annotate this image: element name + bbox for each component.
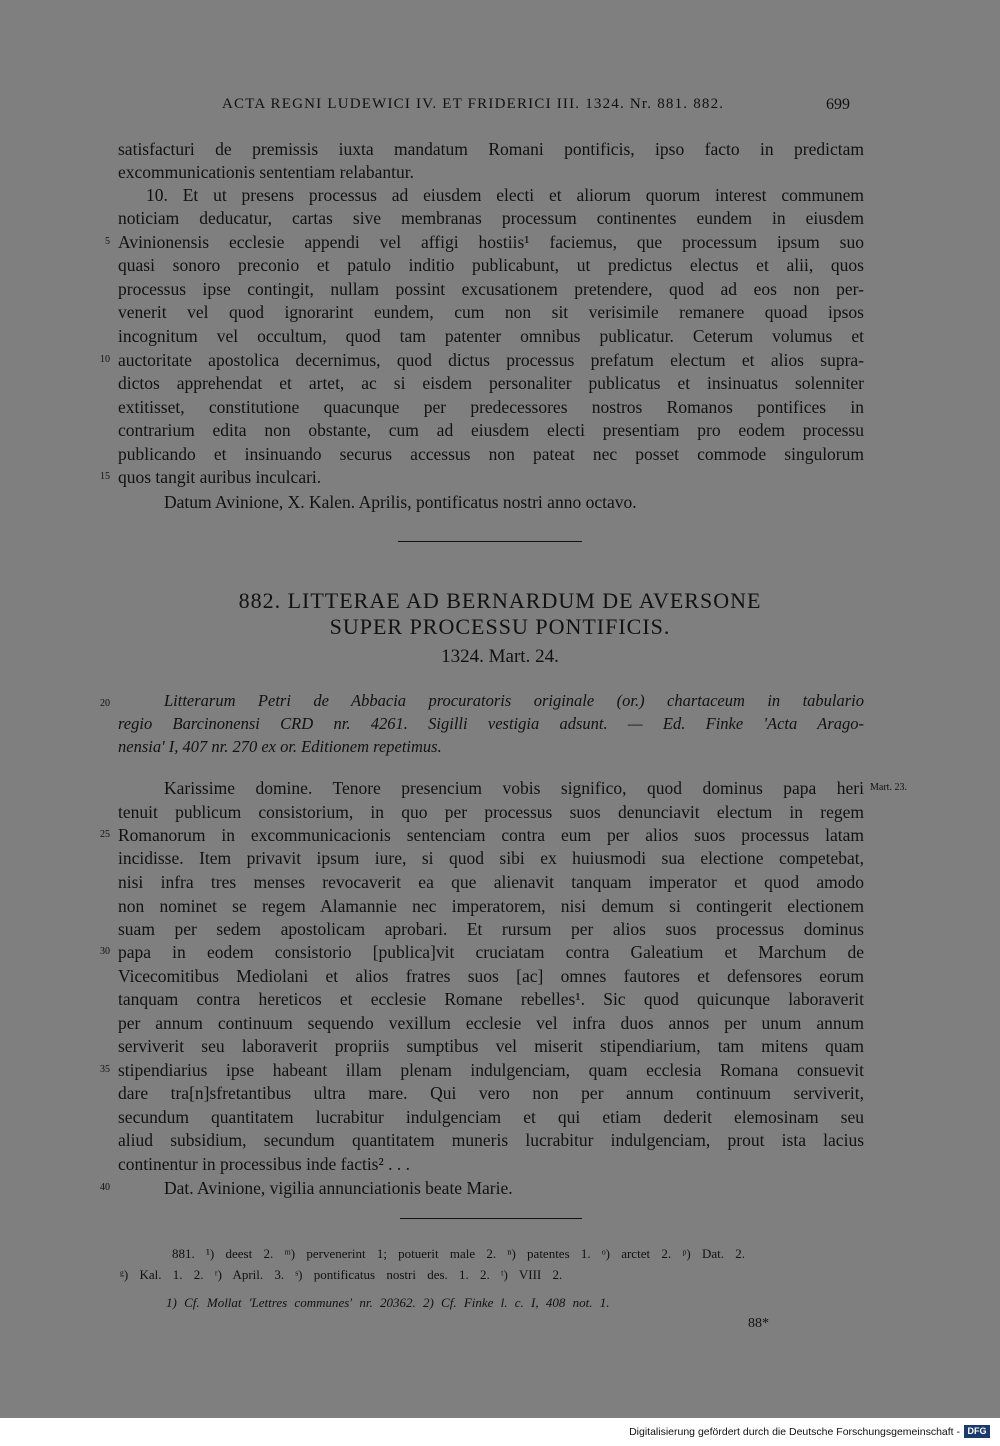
- text-line: tenuit publicum consistorium, in quo per processus suos denunciavit electum in regem: [118, 802, 864, 822]
- text-line: Avinionensis ecclesie appendi vel affigi hostiis¹ faciemus, que processum ipsum suo: [118, 232, 864, 252]
- text-line: auctoritate apostolica decernimus, quod dictus processus prefatum electum et alios supra-: [118, 350, 864, 370]
- datum-line: Datum Avinione, X. Kalen. Aprilis, pontificatus nostri anno octavo.: [164, 492, 637, 512]
- text-line: continentur in processibus inde factis² . . .: [118, 1154, 410, 1174]
- text-line: incidisse. Item privavit ipsum iure, si quod sibi ex huiusmodi sua electione competebat,: [118, 848, 864, 868]
- text-line: serviverit seu laboraverit propriis sumptibus vel miserit stipendiarium, tam mitens quam: [118, 1036, 864, 1056]
- text-line: quos tangit auribus inculcari.: [118, 467, 322, 487]
- section-heading-line1: 882. LITTERAE AD BERNARDUM DE AVERSONE: [238, 588, 762, 613]
- text-line: non nominet se regem Alamannie nec imperatorem, nisi demum si contingerit electionem: [118, 896, 864, 916]
- margin-date-note: Mart. 23.: [870, 782, 907, 793]
- text-line: quasi sonoro preconio et patulo inditio publicabunt, ut predictus electus et alii, quos: [118, 255, 864, 275]
- line-number: 5: [105, 236, 110, 247]
- text-line: Vicecomitibus Mediolani et alios fratres suos [ac] omnes fautores et defensores eorum: [118, 966, 864, 986]
- line-number: 20: [100, 698, 110, 709]
- text-line: extitisset, constitutione quacunque per predecessores nostros Romanos pontifices in: [118, 397, 864, 417]
- line-number: 15: [100, 471, 110, 482]
- text-line: Karissime domine. Tenore presencium vobis significo, quod dominus papa heri: [164, 778, 864, 798]
- dat-line: Dat. Avinione, vigilia annunciationis beate Marie.: [164, 1178, 513, 1198]
- footnote-line: 881. ¹) deest 2. ᵐ) pervenerint 1; potuerit male 2. ⁿ) patentes 1. ᵒ) arctet 2. ᵖ) Dat. 2.: [172, 1246, 745, 1261]
- signature-mark: 88*: [748, 1316, 769, 1331]
- text-line: secundum quantitatem lucrabitur indulgenciam et qui etiam dederit elemosinam seu: [118, 1107, 864, 1127]
- line-number: 10: [100, 354, 110, 365]
- line-number: 30: [100, 946, 110, 957]
- page-number: 699: [826, 96, 850, 113]
- source-line: regio Barcinonensi CRD nr. 4261. Sigilli vestigia adsunt. — Ed. Finke 'Acta Arago-: [118, 714, 864, 733]
- section-date: 1324. Mart. 24.: [441, 646, 559, 667]
- section-divider: [398, 541, 582, 542]
- text-line: per annum continuum sequendo vexillum ecclesie vel infra duos annos per unum annum: [118, 1013, 864, 1033]
- text-line: incognitum vel occultum, quod tam patenter omnibus publicatur. Ceterum volumus et: [118, 326, 864, 346]
- text-line: dare tra[n]sfretantibus ultra mare. Qui vero non per annum continuum serviverit,: [118, 1083, 864, 1103]
- text-line: contrarium edita non obstante, cum ad eiusdem electi presentiam pro eodem processu: [118, 420, 864, 440]
- text-line: publicando et insinuando securus accessus non pateat nec posset commode singulorum: [118, 444, 864, 464]
- text-line: nisi infra tres menses revocaverit ea que alienavit tanquam imperator et quod amodo: [118, 872, 864, 892]
- text-line: noticiam deducatur, cartas sive membranas processum continentes eundem in eiusdem: [118, 208, 864, 228]
- source-line: nensia' I, 407 nr. 270 ex or. Editionem repetimus.: [118, 737, 442, 756]
- text-line: stipendiarius ipse habeant illam plenam indulgenciam, quam ecclesia Romana consuevit: [118, 1060, 864, 1080]
- text-line: 10. Et ut presens processus ad eiusdem electi et aliorum quorum interest communem: [146, 185, 864, 205]
- line-number: 40: [100, 1182, 110, 1193]
- funding-text: Digitalisierung gefördert durch die Deutsche Forschungsgemeinschaft -: [629, 1426, 960, 1438]
- text-line: papa in eodem consistorio [publica]vit cruciatam contra Galeatium et Marchum de: [118, 942, 864, 962]
- text-line: processus ipse contingit, nullam possint excusationem pretendere, quod ad eos non per-: [118, 279, 864, 299]
- text-line: Romanorum in excommunicacionis sentenciam contra eum per alios suos processus latam: [118, 825, 864, 845]
- running-head: [0, 96, 1000, 120]
- text-line: satisfacturi de premissis iuxta mandatum Romani pontificis, ipso facto in predictam: [118, 139, 864, 159]
- text-line: excommunicationis sententiam relabantur.: [118, 162, 414, 182]
- text-line: suam per sedem apostolicam aprobari. Et rursum per alios suos processus dominus: [118, 919, 864, 939]
- line-number: 35: [100, 1064, 110, 1075]
- text-line: aliud subsidium, secundum quantitatem muneris lucrabitur indulgenciam, prout ista lacius: [118, 1130, 864, 1150]
- source-line: Litterarum Petri de Abbacia procuratoris originale (or.) chartaceum in tabulario: [164, 691, 864, 710]
- text-line: dictos apprehendat et artet, ac si eisdem personaliter publicatus et insinuatus solenniter: [118, 373, 864, 393]
- running-head-title: ACTA REGNI LUDEWICI IV. ET FRIDERICI III. 1324. Nr. 881. 882.: [222, 96, 725, 112]
- footnote-line: 1) Cf. Mollat 'Lettres communes' nr. 20362. 2) Cf. Finke l. c. I, 408 not. 1.: [166, 1295, 610, 1310]
- footnote-divider: [400, 1218, 582, 1219]
- text-line: tanquam contra hereticos et ecclesie Romane rebelles¹. Sic quod quicunque laboraverit: [118, 989, 864, 1009]
- line-number: 25: [100, 829, 110, 840]
- footnote-line: ᵍ) Kal. 1. 2. ʳ) April. 3. ˢ) pontificatus nostri des. 1. 2. ᵗ) VIII 2.: [120, 1267, 563, 1282]
- text-line: venerit vel quod ignorarint eundem, cum non sit verisimile remanere quoad ipsos: [118, 302, 864, 322]
- funding-bar: [0, 1418, 1000, 1446]
- dfg-logo: DFG: [964, 1425, 990, 1438]
- section-heading-line2: SUPER PROCESSU PONTIFICIS.: [329, 614, 671, 639]
